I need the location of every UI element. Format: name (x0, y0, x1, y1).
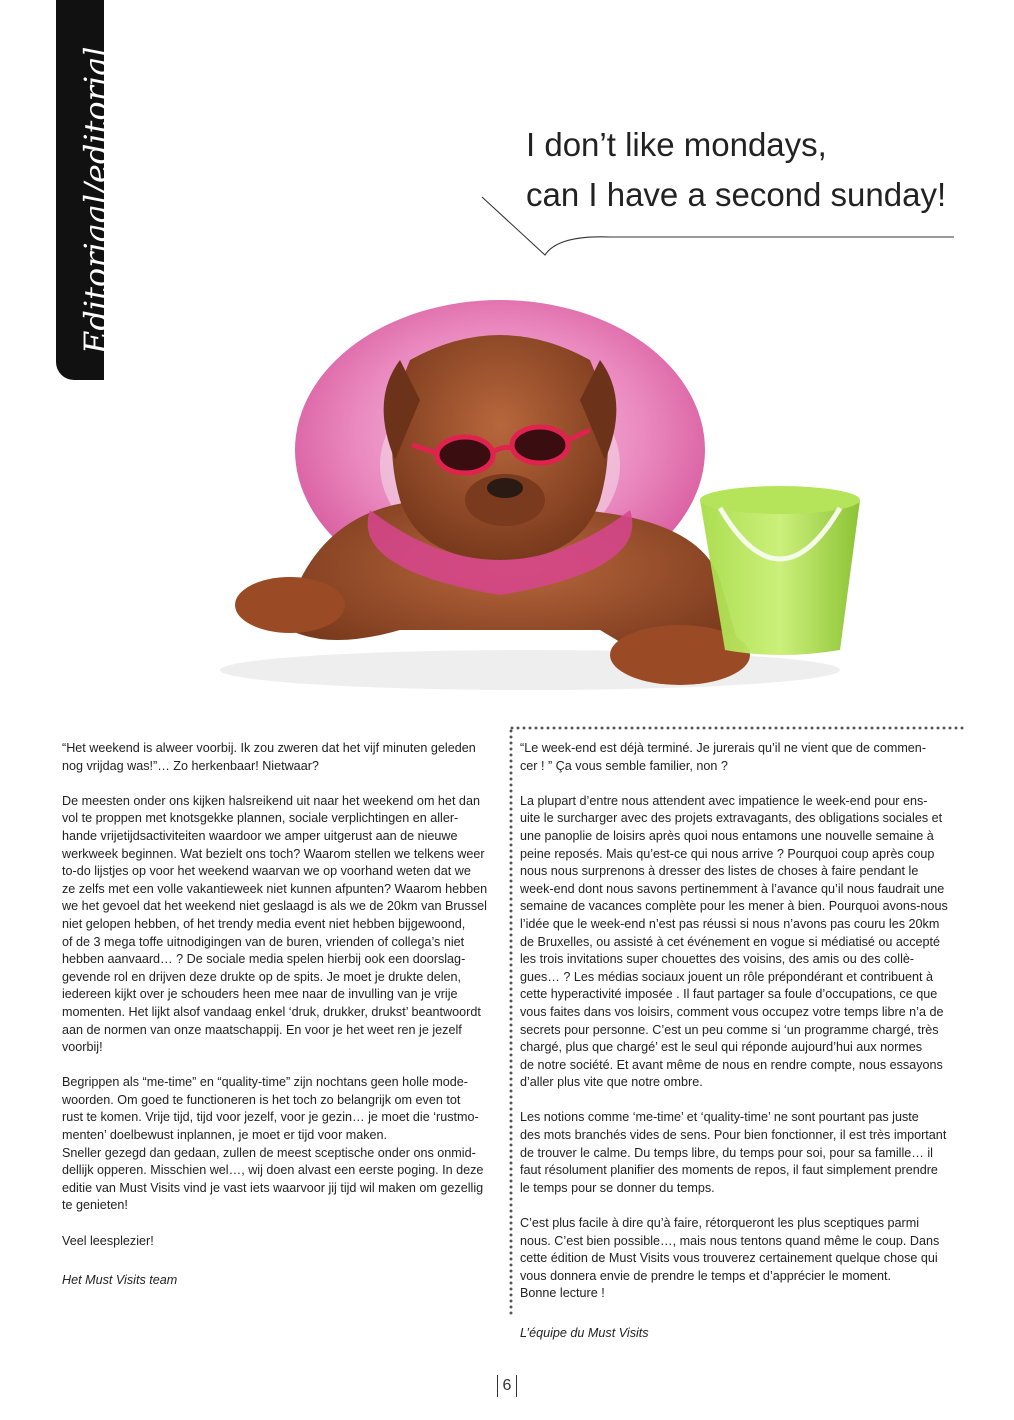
intro-paragraph: “Het weekend is alweer voorbij. Ik zou zweren dat het vijf minuten geleden nog vrijdag was!”… Zo herkenbaar! Nietwaar? (62, 741, 476, 773)
page-number-bar-right (516, 1375, 517, 1397)
column-divider (509, 728, 513, 1316)
intro-paragraph: “Le week-end est déjà terminé. Je jurerais qu’il ne vient que de commen- cer ! ” Ça vous semble familier, non ? (520, 741, 927, 773)
body-paragraph: La plupart d’entre nous attendent avec impatience le week-end pour ens- uite le surcharger avec des projets extravagants, des obligations sociales et une panoplie de loisirs après quoi nous entamons une nouvelle semaine à peine reposés. Mais qu’est-ce qui nous arrive ? Pourquoi coup après coup nous nous surprenons à dresser des listes de choses à faire pendant le week-end dont nous savons pertinemment à l’avance qu’il nous faudrait une semaine de vacances complète pour les mener à bien. Pourquoi avons-nous l’idée que le week-end n’est pas réussi si nous n’avons pas couru les 20km de Bruxelles, ou assisté à cet événement en vogue si médiatisé ou accepté les trois invitations super chouettes des voisins, des amis ou des collè- gues… ? Les médias sociaux jouent un rôle prépondérant et contribuent à cette hyperactivité imposée . Il faut partager sa foule d’occupations, ce que vous faites dans vos loisirs, comment vous occupez votre temps libre n’a de secrets pour personne. C’est un peu comme si ‘un programme chargé, très chargé, plus que chargé’ est le seul qui réponde aujourd’hui aux normes de notre société. Et avant même de nous en rendre compte, nous essayons d’aller plus vite que notre ombre. (520, 793, 948, 1090)
body-paragraph: Les notions comme ‘me-time’ et ‘quality-time’ ne sont pourtant pas juste des mots branchés vides de sens. Pour bien fonctionner, il est très important de trouver le calme. Du temps libre, du temps pour soi, pour sa famille… il faut résolument planifier des moments de repos, il faut simplement prendre le temps pour se donner du temps. (520, 1110, 947, 1195)
headline-line-2: can I have a second sunday! (526, 176, 947, 213)
page-number-bar-left (497, 1375, 498, 1397)
body-paragraph: Sneller gezegd dan gedaan, zullen de meest sceptische onder ons onmid- dellijk opperen. Misschien wel…, wij doen alvast een eerste poging. In deze editie van Must Visits vind je vast iets waarvoor jij tijd wil maken om gezellig te genieten! (62, 1145, 484, 1213)
section-tab (56, 0, 115, 380)
page-number (0, 1375, 1014, 1397)
body-paragraph: C’est plus facile à dire qu’à faire, rétorqueront les plus sceptiques parmi nous. C’est bien possible…, mais nous tentons quand même le coup. Dans cette édition de Must Visits vous trouverez certainement quelque chose qui vous donnera envie de prendre le temps et d’apprécier le moment. (520, 1216, 940, 1283)
column-divider-top (509, 726, 964, 730)
closing-line: Veel leesplezier! (62, 1233, 154, 1248)
signature: Het Must Visits team (62, 1273, 178, 1288)
page-number-value: 6 (502, 1377, 512, 1395)
section-tab-label: Editoriaal/editorial (77, 46, 115, 354)
column-dutch (62, 740, 494, 1307)
closing-line: Bonne lecture ! (520, 1286, 605, 1301)
body-paragraph: De meesten onder ons kijken halsreikend uit naar het weekend om het dan vol te proppen met knotsgekke plannen, sociale verplichtingen en aller- hande vrijetijdsactiviteiten waardoor we amper uitgerust aan de nieuwe werkweek beginnen. Wat bezielt ons toch? Waarom stellen we telkens weer to-do lijstjes op voor het weekend waarvan we op voorhand weten dat we ze zelfs met een volle vakantieweek niet kunnen afpunten? Waarom hebben we het gevoel dat het weekend niet geslaagd is als we de 20km van Brussel niet gelopen hebben, of het trendy media event niet hebben bijgewoond, of de 3 mega toffe uitnodigingen van de buren, vrienden of collega’s niet hebben aanvaard… ? De sociale media spelen hierbij ook een doorslag- gevende rol en drijven deze drukte op de spits. Je moet je drukte delen, iedereen kijkt over je schouders heen mee naar de invulling van je vrije momenten. Het lijkt alsof vandaag enkel ‘druk, drukker, drukst’ beantwoordt aan de normen van onze maatschappij. En voor je het weet ren je jezelf voorbij! (62, 793, 488, 1055)
dog-with-pink-float-and-bucket-icon (180, 250, 880, 720)
column-french (520, 740, 960, 1360)
signature: L’équipe du Must Visits (520, 1326, 649, 1340)
headline-line-1: I don’t like mondays, (526, 126, 827, 163)
body-paragraph: Begrippen als “me-time” en “quality-time” zijn nochtans geen holle mode- woorden. Om goed te functioneren is het toch zo belangrijk om even tot rust te komen. Vrije tijd, tijd voor jezelf, voor je gezin… je moet die ‘rustmo- menten’ doelbewust inplannen, je moet er tijd voor maken. (62, 1075, 479, 1143)
